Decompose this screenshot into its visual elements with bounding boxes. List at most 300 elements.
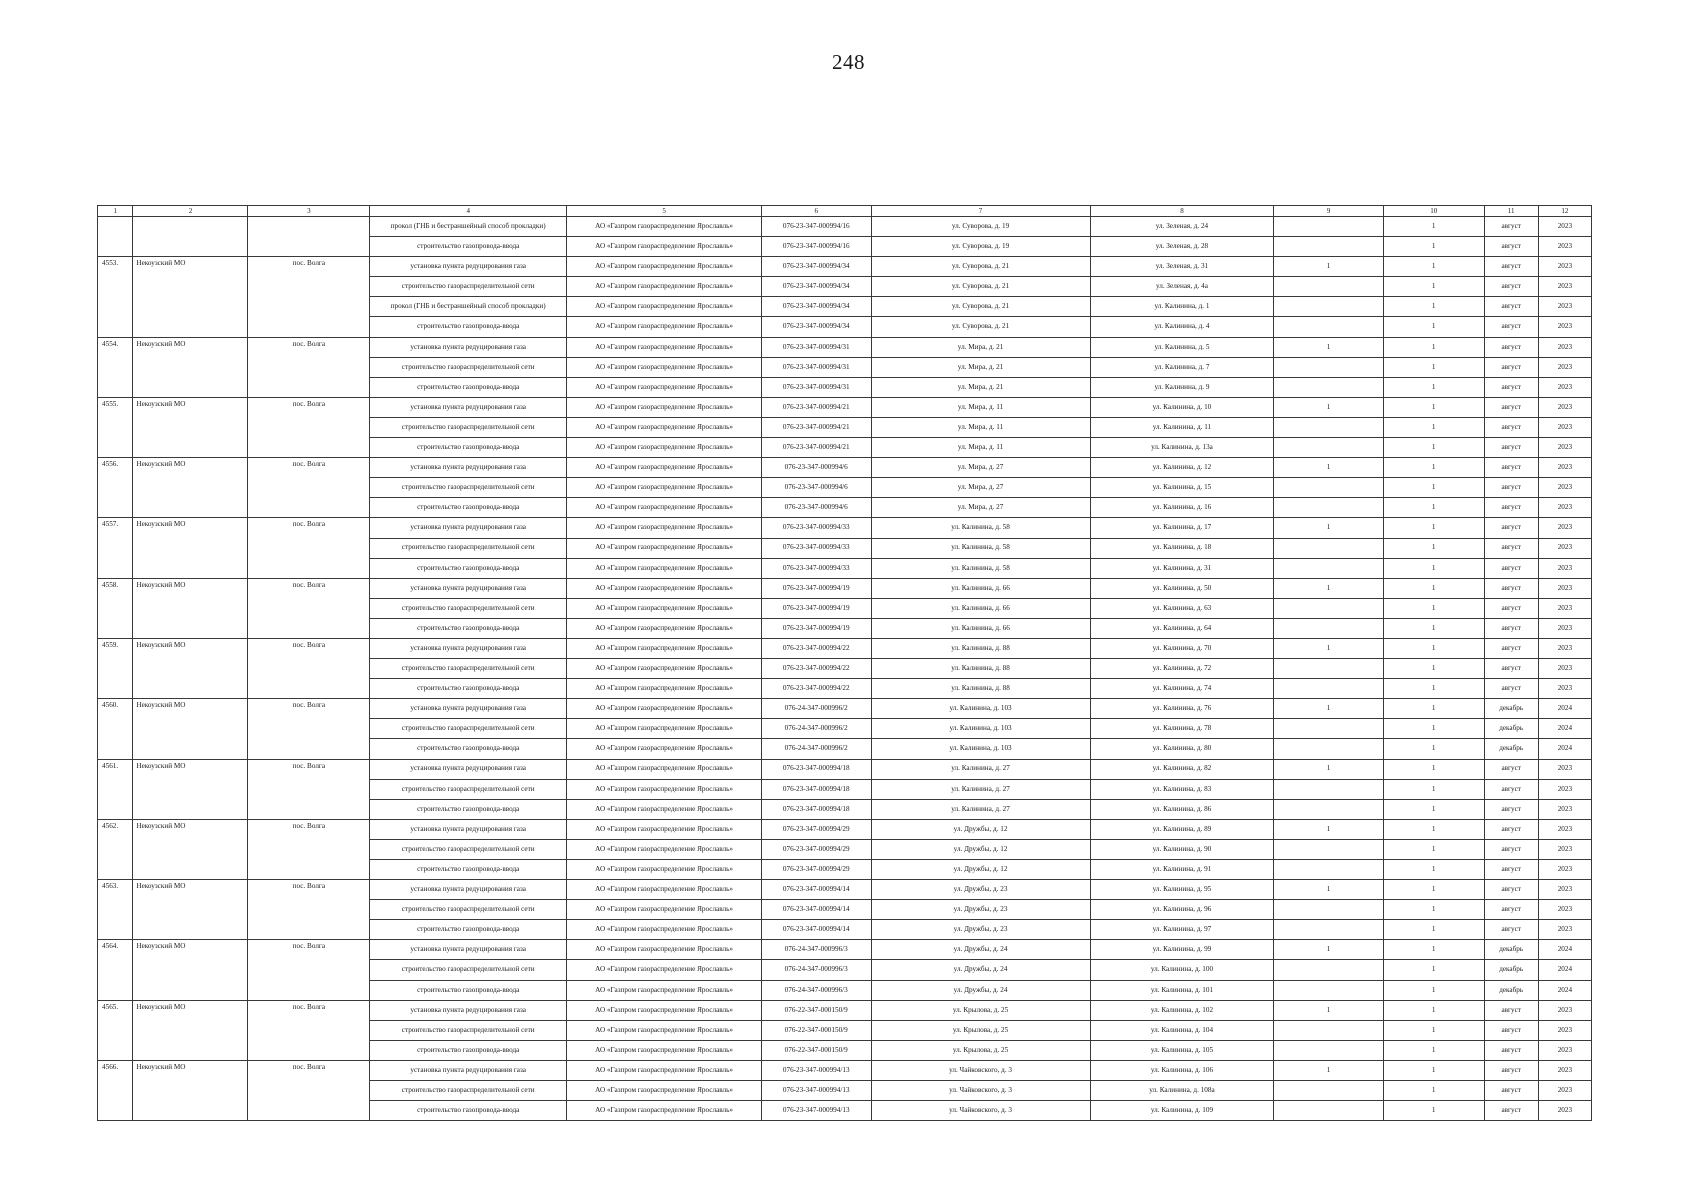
count-col10-cell: 1 — [1383, 297, 1484, 317]
project-code-cell: 076-24-347-000996/2 — [761, 719, 871, 739]
work-type-cell: установка пункта редуцирования газа — [370, 759, 567, 779]
address-from-cell: ул. Дружбы, д. 24 — [871, 960, 1090, 980]
entry-number-cell: 4560. — [98, 699, 133, 759]
address-to-cell: ул. Калинина, д. 99 — [1090, 940, 1274, 960]
month-cell: август — [1484, 839, 1538, 859]
organization-cell: АО «Газпром газораспределение Ярославль» — [567, 1101, 762, 1121]
organization-cell: АО «Газпром газораспределение Ярославль» — [567, 699, 762, 719]
column-number: 9 — [1274, 206, 1384, 217]
table-row — [98, 819, 1592, 839]
continued-group-cell — [98, 217, 133, 257]
registry-table — [97, 205, 1592, 1121]
column-number: 2 — [133, 206, 248, 217]
address-from-cell: ул. Суворова, д. 21 — [871, 277, 1090, 297]
work-type-cell: строительство газораспределительной сети — [370, 478, 567, 498]
count-col9-cell: 1 — [1274, 699, 1384, 719]
settlement-cell: пос. Волга — [248, 1000, 370, 1060]
year-cell: 2023 — [1538, 518, 1591, 538]
municipality-cell: Некоузский МО — [133, 1060, 248, 1120]
address-to-cell: ул. Калинина, д. 17 — [1090, 518, 1274, 538]
project-code-cell: 076-23-347-000994/21 — [761, 397, 871, 417]
organization-cell: АО «Газпром газораспределение Ярославль» — [567, 799, 762, 819]
settlement-cell: пос. Волга — [248, 940, 370, 1000]
organization-cell: АО «Газпром газораспределение Ярославль» — [567, 739, 762, 759]
count-col9-cell — [1274, 438, 1384, 458]
entry-number-cell: 4562. — [98, 819, 133, 879]
address-to-cell: ул. Калинина, д. 9 — [1090, 377, 1274, 397]
year-cell: 2023 — [1538, 598, 1591, 618]
column-number: 3 — [248, 206, 370, 217]
table-row — [98, 940, 1592, 960]
month-cell: август — [1484, 618, 1538, 638]
month-cell: август — [1484, 458, 1538, 478]
count-col9-cell: 1 — [1274, 518, 1384, 538]
year-cell: 2023 — [1538, 799, 1591, 819]
address-to-cell: ул. Калинина, д. 89 — [1090, 819, 1274, 839]
year-cell: 2023 — [1538, 1101, 1591, 1121]
address-from-cell: ул. Чайковского, д. 3 — [871, 1101, 1090, 1121]
year-cell: 2023 — [1538, 860, 1591, 880]
address-from-cell: ул. Дружбы, д. 12 — [871, 819, 1090, 839]
table-row — [98, 518, 1592, 538]
year-cell: 2023 — [1538, 900, 1591, 920]
count-col9-cell — [1274, 277, 1384, 297]
month-cell: август — [1484, 578, 1538, 598]
organization-cell: АО «Газпром газораспределение Ярославль» — [567, 960, 762, 980]
project-code-cell: 076-23-347-000994/19 — [761, 598, 871, 618]
page-number: 248 — [832, 50, 865, 74]
project-code-cell: 076-23-347-000994/21 — [761, 417, 871, 437]
count-col9-cell — [1274, 598, 1384, 618]
address-from-cell: ул. Калинина, д. 103 — [871, 739, 1090, 759]
count-col10-cell: 1 — [1383, 980, 1484, 1000]
table-row — [98, 759, 1592, 779]
address-from-cell: ул. Чайковского, д. 3 — [871, 1081, 1090, 1101]
address-from-cell: ул. Мира, д. 21 — [871, 357, 1090, 377]
month-cell: август — [1484, 317, 1538, 337]
count-col9-cell: 1 — [1274, 458, 1384, 478]
year-cell: 2023 — [1538, 880, 1591, 900]
entry-number-cell: 4564. — [98, 940, 133, 1000]
month-cell: август — [1484, 337, 1538, 357]
work-type-cell: установка пункта редуцирования газа — [370, 638, 567, 658]
count-col10-cell: 1 — [1383, 377, 1484, 397]
year-cell: 2023 — [1538, 538, 1591, 558]
count-col9-cell: 1 — [1274, 759, 1384, 779]
organization-cell: АО «Газпром газораспределение Ярославль» — [567, 558, 762, 578]
address-from-cell: ул. Калинина, д. 58 — [871, 538, 1090, 558]
address-to-cell: ул. Калинина, д. 63 — [1090, 598, 1274, 618]
address-to-cell: ул. Калинина, д. 102 — [1090, 1000, 1274, 1020]
year-cell: 2023 — [1538, 377, 1591, 397]
address-to-cell: ул. Калинина, д. 74 — [1090, 679, 1274, 699]
address-to-cell: ул. Калинина, д. 72 — [1090, 659, 1274, 679]
work-type-cell: строительство газораспределительной сети — [370, 900, 567, 920]
month-cell: декабрь — [1484, 719, 1538, 739]
month-cell: август — [1484, 1101, 1538, 1121]
work-type-cell: прокол (ГНБ и бестраншейный способ прокладки) — [370, 297, 567, 317]
count-col10-cell: 1 — [1383, 578, 1484, 598]
year-cell: 2024 — [1538, 719, 1591, 739]
organization-cell: АО «Газпром газораспределение Ярославль» — [567, 578, 762, 598]
count-col10-cell: 1 — [1383, 478, 1484, 498]
count-col10-cell: 1 — [1383, 819, 1484, 839]
address-to-cell: ул. Калинина, д. 7 — [1090, 357, 1274, 377]
year-cell: 2023 — [1538, 779, 1591, 799]
address-from-cell: ул. Дружбы, д. 12 — [871, 839, 1090, 859]
count-col9-cell — [1274, 1101, 1384, 1121]
address-to-cell: ул. Калинина, д. 31 — [1090, 558, 1274, 578]
project-code-cell: 076-23-347-000994/33 — [761, 518, 871, 538]
count-col9-cell — [1274, 317, 1384, 337]
project-code-cell: 076-23-347-000994/22 — [761, 659, 871, 679]
project-code-cell: 076-23-347-000994/19 — [761, 578, 871, 598]
year-cell: 2023 — [1538, 478, 1591, 498]
organization-cell: АО «Газпром газораспределение Ярославль» — [567, 397, 762, 417]
work-type-cell: строительство газораспределительной сети — [370, 598, 567, 618]
project-code-cell: 076-23-347-000994/6 — [761, 498, 871, 518]
project-code-cell: 076-23-347-000994/29 — [761, 819, 871, 839]
work-type-cell: строительство газораспределительной сети — [370, 960, 567, 980]
address-from-cell: ул. Крылова, д. 25 — [871, 1000, 1090, 1020]
year-cell: 2023 — [1538, 618, 1591, 638]
month-cell: август — [1484, 860, 1538, 880]
address-to-cell: ул. Калинина, д. 91 — [1090, 860, 1274, 880]
organization-cell: АО «Газпром газораспределение Ярославль» — [567, 1000, 762, 1020]
address-to-cell: ул. Калинина, д. 104 — [1090, 1020, 1274, 1040]
year-cell: 2023 — [1538, 1000, 1591, 1020]
address-to-cell: ул. Калинина, д. 90 — [1090, 839, 1274, 859]
project-code-cell: 076-23-347-000994/29 — [761, 860, 871, 880]
settlement-cell: пос. Волга — [248, 699, 370, 759]
month-cell: август — [1484, 217, 1538, 237]
count-col9-cell — [1274, 1020, 1384, 1040]
project-code-cell: 076-24-347-000996/2 — [761, 699, 871, 719]
project-code-cell: 076-23-347-000994/34 — [761, 297, 871, 317]
month-cell: август — [1484, 417, 1538, 437]
project-code-cell: 076-23-347-000994/14 — [761, 920, 871, 940]
work-type-cell: строительство газораспределительной сети — [370, 417, 567, 437]
count-col9-cell — [1274, 417, 1384, 437]
month-cell: август — [1484, 779, 1538, 799]
organization-cell: АО «Газпром газораспределение Ярославль» — [567, 377, 762, 397]
month-cell: август — [1484, 759, 1538, 779]
count-col9-cell: 1 — [1274, 397, 1384, 417]
address-from-cell: ул. Крылова, д. 25 — [871, 1020, 1090, 1040]
count-col10-cell: 1 — [1383, 277, 1484, 297]
month-cell: август — [1484, 1081, 1538, 1101]
month-cell: декабрь — [1484, 940, 1538, 960]
address-from-cell: ул. Калинина, д. 88 — [871, 679, 1090, 699]
work-type-cell: установка пункта редуцирования газа — [370, 819, 567, 839]
project-code-cell: 076-23-347-000994/6 — [761, 458, 871, 478]
organization-cell: АО «Газпром газораспределение Ярославль» — [567, 618, 762, 638]
count-col9-cell — [1274, 679, 1384, 699]
address-from-cell: ул. Калинина, д. 88 — [871, 659, 1090, 679]
work-type-cell: установка пункта редуцирования газа — [370, 518, 567, 538]
month-cell: август — [1484, 880, 1538, 900]
organization-cell: АО «Газпром газораспределение Ярославль» — [567, 478, 762, 498]
work-type-cell: установка пункта редуцирования газа — [370, 578, 567, 598]
table-row — [98, 337, 1592, 357]
address-to-cell: ул. Зеленая, д. 31 — [1090, 257, 1274, 277]
organization-cell: АО «Газпром газораспределение Ярославль» — [567, 277, 762, 297]
address-to-cell: ул. Калинина, д. 13а — [1090, 438, 1274, 458]
entry-number-cell: 4561. — [98, 759, 133, 819]
year-cell: 2023 — [1538, 558, 1591, 578]
settlement-cell: пос. Волга — [248, 819, 370, 879]
organization-cell: АО «Газпром газораспределение Ярославль» — [567, 337, 762, 357]
project-code-cell: 076-23-347-000994/14 — [761, 880, 871, 900]
work-type-cell: строительство газораспределительной сети — [370, 357, 567, 377]
column-number: 8 — [1090, 206, 1274, 217]
entry-number-cell: 4555. — [98, 397, 133, 457]
count-col10-cell: 1 — [1383, 799, 1484, 819]
work-type-cell: установка пункта редуцирования газа — [370, 699, 567, 719]
year-cell: 2024 — [1538, 980, 1591, 1000]
project-code-cell: 076-23-347-000994/33 — [761, 538, 871, 558]
column-number: 5 — [567, 206, 762, 217]
year-cell: 2023 — [1538, 1081, 1591, 1101]
settlement-cell: пос. Волга — [248, 1060, 370, 1120]
count-col9-cell — [1274, 377, 1384, 397]
count-col10-cell: 1 — [1383, 1040, 1484, 1060]
municipality-cell: Некоузский МО — [133, 699, 248, 759]
count-col9-cell — [1274, 960, 1384, 980]
work-type-cell: установка пункта редуцирования газа — [370, 880, 567, 900]
address-from-cell: ул. Калинина, д. 66 — [871, 598, 1090, 618]
table-row — [98, 880, 1592, 900]
project-code-cell: 076-24-347-000996/3 — [761, 980, 871, 1000]
continued-group-cell — [133, 217, 248, 257]
organization-cell: АО «Газпром газораспределение Ярославль» — [567, 860, 762, 880]
column-number: 11 — [1484, 206, 1538, 217]
year-cell: 2023 — [1538, 397, 1591, 417]
count-col9-cell: 1 — [1274, 257, 1384, 277]
count-col9-cell — [1274, 618, 1384, 638]
project-code-cell: 076-23-347-000994/16 — [761, 237, 871, 257]
count-col10-cell: 1 — [1383, 397, 1484, 417]
address-to-cell: ул. Калинина, д. 83 — [1090, 779, 1274, 799]
work-type-cell: строительство газопровода-ввода — [370, 1101, 567, 1121]
count-col10-cell: 1 — [1383, 538, 1484, 558]
count-col10-cell: 1 — [1383, 699, 1484, 719]
count-col9-cell — [1274, 739, 1384, 759]
address-to-cell: ул. Калинина, д. 106 — [1090, 1060, 1274, 1080]
count-col9-cell — [1274, 920, 1384, 940]
month-cell: декабрь — [1484, 960, 1538, 980]
address-from-cell: ул. Суворова, д. 21 — [871, 297, 1090, 317]
work-type-cell: строительство газопровода-ввода — [370, 558, 567, 578]
month-cell: август — [1484, 377, 1538, 397]
address-to-cell: ул. Калинина, д. 12 — [1090, 458, 1274, 478]
project-code-cell: 076-23-347-000994/34 — [761, 257, 871, 277]
work-type-cell: строительство газопровода-ввода — [370, 679, 567, 699]
count-col10-cell: 1 — [1383, 719, 1484, 739]
organization-cell: АО «Газпром газораспределение Ярославль» — [567, 257, 762, 277]
month-cell: август — [1484, 659, 1538, 679]
municipality-cell: Некоузский МО — [133, 638, 248, 698]
count-col9-cell — [1274, 237, 1384, 257]
project-code-cell: 076-22-347-000150/9 — [761, 1000, 871, 1020]
municipality-cell: Некоузский МО — [133, 458, 248, 518]
organization-cell: АО «Газпром газораспределение Ярославль» — [567, 438, 762, 458]
project-code-cell: 076-23-347-000994/14 — [761, 900, 871, 920]
address-to-cell: ул. Калинина, д. 64 — [1090, 618, 1274, 638]
address-from-cell: ул. Мира, д. 27 — [871, 458, 1090, 478]
count-col9-cell: 1 — [1274, 1060, 1384, 1080]
count-col10-cell: 1 — [1383, 1081, 1484, 1101]
address-from-cell: ул. Суворова, д. 21 — [871, 257, 1090, 277]
settlement-cell: пос. Волга — [248, 880, 370, 940]
address-from-cell: ул. Дружбы, д. 23 — [871, 880, 1090, 900]
address-from-cell: ул. Калинина, д. 66 — [871, 618, 1090, 638]
organization-cell: АО «Газпром газораспределение Ярославль» — [567, 880, 762, 900]
column-number: 4 — [370, 206, 567, 217]
count-col10-cell: 1 — [1383, 739, 1484, 759]
address-to-cell: ул. Калинина, д. 80 — [1090, 739, 1274, 759]
table-row — [98, 1060, 1592, 1080]
organization-cell: АО «Газпром газораспределение Ярославль» — [567, 458, 762, 478]
project-code-cell: 076-23-347-000994/18 — [761, 799, 871, 819]
address-to-cell: ул. Калинина, д. 18 — [1090, 538, 1274, 558]
work-type-cell: строительство газопровода-ввода — [370, 317, 567, 337]
count-col9-cell — [1274, 659, 1384, 679]
work-type-cell: строительство газораспределительной сети — [370, 839, 567, 859]
project-code-cell: 076-23-347-000994/31 — [761, 377, 871, 397]
count-col10-cell: 1 — [1383, 458, 1484, 478]
address-from-cell: ул. Калинина, д. 58 — [871, 518, 1090, 538]
address-to-cell: ул. Калинина, д. 70 — [1090, 638, 1274, 658]
count-col9-cell — [1274, 1081, 1384, 1101]
organization-cell: АО «Газпром газораспределение Ярославль» — [567, 819, 762, 839]
settlement-cell: пос. Волга — [248, 638, 370, 698]
address-from-cell: ул. Калинина, д. 103 — [871, 719, 1090, 739]
count-col9-cell: 1 — [1274, 578, 1384, 598]
address-to-cell: ул. Калинина, д. 16 — [1090, 498, 1274, 518]
organization-cell: АО «Газпром газораспределение Ярославль» — [567, 1060, 762, 1080]
count-col9-cell — [1274, 719, 1384, 739]
work-type-cell: строительство газораспределительной сети — [370, 277, 567, 297]
work-type-cell: строительство газопровода-ввода — [370, 799, 567, 819]
project-code-cell: 076-23-347-000994/31 — [761, 337, 871, 357]
column-number: 12 — [1538, 206, 1591, 217]
entry-number-cell: 4553. — [98, 257, 133, 337]
organization-cell: АО «Газпром газораспределение Ярославль» — [567, 518, 762, 538]
organization-cell: АО «Газпром газораспределение Ярославль» — [567, 217, 762, 237]
organization-cell: АО «Газпром газораспределение Ярославль» — [567, 297, 762, 317]
project-code-cell: 076-23-347-000994/21 — [761, 438, 871, 458]
count-col10-cell: 1 — [1383, 960, 1484, 980]
work-type-cell: строительство газораспределительной сети — [370, 719, 567, 739]
year-cell: 2023 — [1538, 1040, 1591, 1060]
address-from-cell: ул. Калинина, д. 27 — [871, 799, 1090, 819]
project-code-cell: 076-23-347-000994/6 — [761, 478, 871, 498]
count-col9-cell: 1 — [1274, 819, 1384, 839]
work-type-cell: строительство газопровода-ввода — [370, 1040, 567, 1060]
work-type-cell: строительство газораспределительной сети — [370, 1020, 567, 1040]
organization-cell: АО «Газпром газораспределение Ярославль» — [567, 498, 762, 518]
year-cell: 2023 — [1538, 638, 1591, 658]
month-cell: август — [1484, 799, 1538, 819]
count-col10-cell: 1 — [1383, 618, 1484, 638]
count-col9-cell — [1274, 779, 1384, 799]
address-from-cell: ул. Калинина, д. 66 — [871, 578, 1090, 598]
column-number: 7 — [871, 206, 1090, 217]
work-type-cell: строительство газораспределительной сети — [370, 779, 567, 799]
month-cell: август — [1484, 598, 1538, 618]
year-cell: 2024 — [1538, 699, 1591, 719]
month-cell: август — [1484, 1040, 1538, 1060]
year-cell: 2023 — [1538, 237, 1591, 257]
count-col9-cell — [1274, 1040, 1384, 1060]
count-col10-cell: 1 — [1383, 217, 1484, 237]
work-type-cell: установка пункта редуцирования газа — [370, 1060, 567, 1080]
entry-number-cell: 4556. — [98, 458, 133, 518]
month-cell: декабрь — [1484, 980, 1538, 1000]
address-from-cell: ул. Мира, д. 27 — [871, 498, 1090, 518]
settlement-cell: пос. Волга — [248, 518, 370, 578]
work-type-cell: строительство газораспределительной сети — [370, 538, 567, 558]
address-from-cell: ул. Дружбы, д. 24 — [871, 980, 1090, 1000]
settlement-cell: пос. Волга — [248, 257, 370, 337]
count-col9-cell — [1274, 498, 1384, 518]
work-type-cell: установка пункта редуцирования газа — [370, 397, 567, 417]
address-to-cell: ул. Калинина, д. 108а — [1090, 1081, 1274, 1101]
address-from-cell: ул. Калинина, д. 88 — [871, 638, 1090, 658]
project-code-cell: 076-22-347-000150/9 — [761, 1040, 871, 1060]
count-col9-cell — [1274, 297, 1384, 317]
count-col10-cell: 1 — [1383, 438, 1484, 458]
year-cell: 2023 — [1538, 217, 1591, 237]
year-cell: 2023 — [1538, 357, 1591, 377]
month-cell: август — [1484, 438, 1538, 458]
address-from-cell: ул. Мира, д. 27 — [871, 478, 1090, 498]
address-to-cell: ул. Калинина, д. 100 — [1090, 960, 1274, 980]
count-col9-cell — [1274, 799, 1384, 819]
year-cell: 2023 — [1538, 317, 1591, 337]
column-number: 1 — [98, 206, 133, 217]
month-cell: август — [1484, 257, 1538, 277]
project-code-cell: 076-23-347-000994/19 — [761, 618, 871, 638]
work-type-cell: строительство газораспределительной сети — [370, 659, 567, 679]
count-col10-cell: 1 — [1383, 257, 1484, 277]
entry-number-cell: 4566. — [98, 1060, 133, 1120]
work-type-cell: строительство газопровода-ввода — [370, 498, 567, 518]
address-to-cell: ул. Калинина, д. 109 — [1090, 1101, 1274, 1121]
year-cell: 2023 — [1538, 1020, 1591, 1040]
column-number: 6 — [761, 206, 871, 217]
count-col10-cell: 1 — [1383, 920, 1484, 940]
organization-cell: АО «Газпром газораспределение Ярославль» — [567, 357, 762, 377]
table-row — [98, 217, 1592, 237]
month-cell: август — [1484, 819, 1538, 839]
table-row — [98, 638, 1592, 658]
count-col10-cell: 1 — [1383, 860, 1484, 880]
organization-cell: АО «Газпром газораспределение Ярославль» — [567, 920, 762, 940]
project-code-cell: 076-23-347-000994/29 — [761, 839, 871, 859]
project-code-cell: 076-24-347-000996/3 — [761, 960, 871, 980]
work-type-cell: строительство газопровода-ввода — [370, 438, 567, 458]
year-cell: 2023 — [1538, 257, 1591, 277]
month-cell: август — [1484, 900, 1538, 920]
address-to-cell: ул. Калинина, д. 96 — [1090, 900, 1274, 920]
count-col10-cell: 1 — [1383, 679, 1484, 699]
work-type-cell: установка пункта редуцирования газа — [370, 940, 567, 960]
year-cell: 2023 — [1538, 819, 1591, 839]
organization-cell: АО «Газпром газораспределение Ярославль» — [567, 598, 762, 618]
year-cell: 2023 — [1538, 277, 1591, 297]
